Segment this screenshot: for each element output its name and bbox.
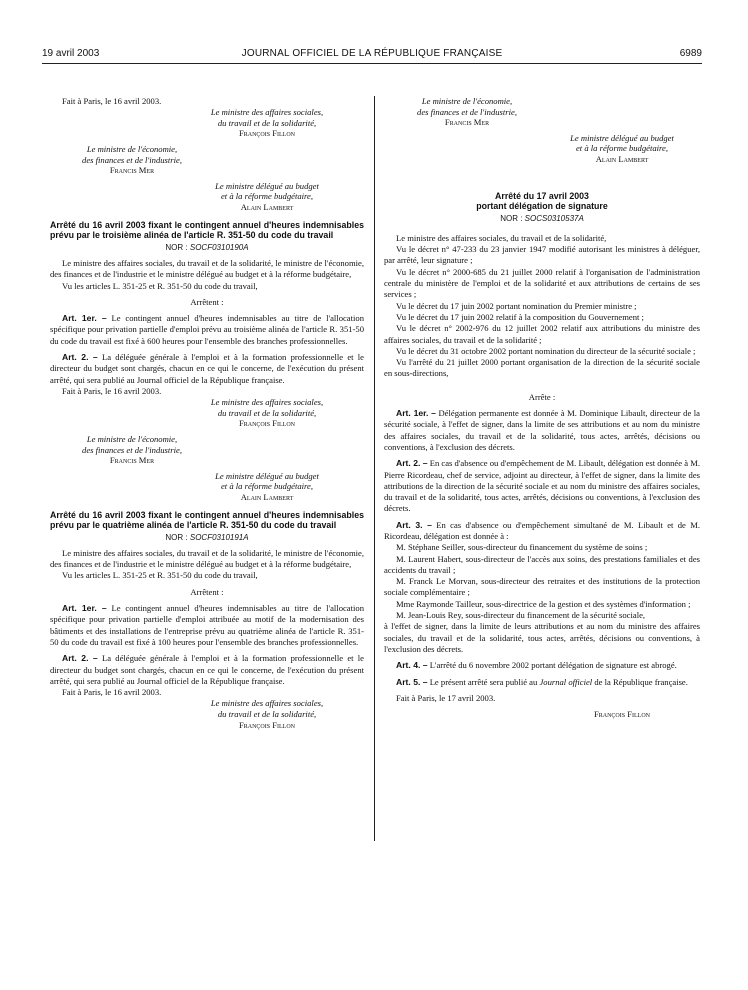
column-divider: [374, 96, 375, 841]
title-line: portant délégation de signature: [476, 201, 608, 212]
article-text: En cas d'absence ou d'empêchement simultané de M. Libault et de M. Ricordeau, délégation est donnée à :: [384, 519, 700, 541]
sig-line: Le ministre délégué au budget: [215, 470, 319, 481]
delegation-item: M. Franck Le Morvan, sous-directeur des retraites et des institutions de la protection sociale complémentaire ;: [384, 576, 700, 598]
sig-line: Le ministre délégué au budget: [215, 180, 319, 191]
title-line: Arrêté du 17 avril 2003: [495, 190, 589, 201]
sig-line: Le ministre des affaires sociales,: [210, 397, 324, 408]
fait-paris: Fait à Paris, le 16 avril 2003.: [62, 96, 162, 106]
nor-code: SOCF0310191A: [189, 532, 249, 542]
arretent: Arrêtent :: [190, 296, 224, 307]
sig-line: Le ministre de l'économie,: [421, 96, 513, 106]
arrete: Arrête :: [528, 391, 556, 402]
visa: Vu l'arrêté du 21 juillet 2000 portant organisation de la direction de la sécurité sociale en sous-directions,: [384, 357, 700, 379]
visa: Vu le décret du 17 juin 2002 portant nomination du Premier ministre ;: [396, 300, 637, 311]
fait-paris: Fait à Paris, le 16 avril 2003.: [62, 385, 162, 396]
visa: Vu le décret du 31 octobre 2002 portant nomination du directeur de la sécurité sociale ;: [396, 345, 696, 356]
article: [384, 520, 700, 543]
journal-officiel: Journal officiel: [539, 676, 593, 687]
visa: Vu le décret n° 2002-976 du 12 juillet 2002 relatif aux attributions du ministre des affaires sociales, du travail et de la solidarité ;: [384, 323, 700, 345]
article-text: La déléguée générale à l'emploi et à la formation professionnelle et le directeur du budget sont chargés, chacun en ce qui le concerne, de l'exécution du présent arrêté, qui sera publié au Journal officiel de la République française.: [50, 653, 364, 686]
sig-line: Le ministre des affaires sociales,: [210, 698, 324, 709]
article: [384, 458, 700, 514]
visa-intro: Le ministre des affaires sociales, du travail et de la solidarité,: [396, 232, 607, 243]
delegation-item: M. Stéphane Seiller, sous-directeur du financement du système de soins ;: [396, 542, 648, 553]
sig-line: et à la réforme budgétaire,: [220, 481, 314, 492]
sig-line: et à la réforme budgétaire,: [220, 191, 314, 202]
article: [384, 677, 700, 688]
visa: Vu le décret du 17 juin 2002 relatif à la composition du Gouvernement ;: [396, 311, 644, 322]
sig-line: Le ministre délégué au budget: [570, 132, 674, 143]
article-label: Art. 1er. –: [62, 603, 107, 614]
article-label: Art. 5. –: [396, 676, 428, 687]
visa: Le ministre des affaires sociales, du travail et de la solidarité, le ministre de l'économie, des finances et de l'industrie et le ministre délégué au budget et à la réforme budgétaire,: [50, 257, 364, 280]
signature-economie: [384, 96, 550, 128]
header-date: 19 avril 2003: [42, 48, 100, 59]
visa: Vu le décret n° 2000-685 du 21 juillet 2000 relatif à l'organisation de l'administration centrale du ministère de l'emploi et de la solidarité et aux attributions de certains de ses services ;: [384, 266, 700, 300]
article-label: Art. 4. –: [396, 660, 428, 671]
signature-economie: [50, 144, 214, 176]
header-rule: [42, 63, 702, 64]
arrete-title: Arrêté du 16 avril 2003 fixant le contingent annuel d'heures indemnisables prévu par le troisième alinéa de l'article R. 351-50 du code du travail: [50, 219, 364, 241]
sig-line: des finances et de l'industrie,: [417, 106, 517, 117]
article: [50, 603, 364, 648]
sig-line: et à la réforme budgétaire,: [575, 143, 669, 154]
article-text: de la République française.: [594, 676, 688, 687]
sig-name: Francis Mer: [444, 117, 490, 128]
article-label: Art. 2. –: [396, 458, 428, 469]
article-text: Le contingent annuel d'heures indemnisables au titre de l'allocation spécifique pour privation partielle d'emploi prévu au troisième alinéa de l'article R. 351-50 du code du travail est fixé à 600 heures pour l'ensemble des branches professionnelles.: [50, 313, 364, 346]
sig-line: du travail et de la solidarité,: [217, 709, 317, 719]
nor-code: SOCS0310537A: [524, 213, 584, 223]
nor-reference: [50, 242, 364, 253]
delegation-item: M. Jean-Louis Rey, sous-directeur du financement de la sécurité sociale,: [396, 610, 646, 621]
article-text: Le contingent annuel d'heures indemnisables au titre de l'allocation spécifique pour privation partielle d'emploi attribuée au motif de la modernisation des bâtiments et des installations de l'entreprise prévu au quatrième alinéa de l'article R. 351-50 du code du travail est fixé à 100 heures pour l'ensemble des branches professionnelles.: [50, 603, 364, 647]
sig-name: François Fillon: [238, 719, 296, 730]
sig-line: des finances et de l'industrie,: [82, 154, 182, 165]
signature-affaires-sociales: [170, 397, 364, 429]
visa: Vu le décret n° 47-233 du 23 janvier 1947 modifié autorisant les ministres à déléguer, par arrêté, leur signature ;: [384, 244, 700, 266]
sig-name: François Fillon: [238, 418, 296, 429]
article-label: Art. 1er. –: [396, 408, 436, 419]
article-text: En cas d'absence ou d'empêchement de M. Libault, délégation est donnée à M. Pierre Ricordeau, chef de service, adjoint au directeur, à l'effet de signer, dans la limite des attributions de la direction de la sécurité sociale et au nom du ministre des affaires sociales, du travail et de la solidarité, tous actes, arrêtés, décisions ou conventions, à l'exclusion des décrets.: [384, 458, 700, 514]
article-text: Le présent arrêté sera publié au: [429, 676, 538, 687]
article-label: Art. 3. –: [396, 519, 432, 530]
right-column: [384, 96, 700, 720]
delegation-item: M. Laurent Habert, sous-directeur de l'accès aux soins, des prestations familiales et des accidents du travail ;: [384, 553, 700, 575]
sig-name: François Fillon: [238, 128, 296, 139]
article: [50, 352, 364, 386]
delegation-item: Mme Raymonde Tailleur, sous-directrice de la gestion et des systèmes d'information ;: [396, 598, 691, 609]
sig-name: Alain Lambert: [240, 202, 294, 213]
journal-title: JOURNAL OFFICIEL DE LA RÉPUBLIQUE FRANÇAISE: [241, 48, 503, 59]
left-column: [50, 96, 364, 730]
signature-affaires-sociales: [544, 709, 700, 720]
article-text: La déléguée générale à l'emploi et à la formation professionnelle et le directeur du budget sont chargés, chacun en ce qui le concerne, de l'exécution du présent arrêté, qui sera publié au Journal officiel de la République française.: [50, 352, 364, 385]
arrete-title: [384, 191, 700, 212]
visa: Vu les articles L. 351-25 et R. 351-50 du code du travail,: [62, 280, 258, 291]
sig-line: Le ministre de l'économie,: [86, 433, 178, 444]
page-number: 6989: [679, 48, 702, 59]
page-header: [42, 48, 702, 62]
article-text: L'arrêté du 6 novembre 2002 portant délégation de signature est abrogé.: [429, 660, 677, 671]
arretent: Arrêtent :: [190, 586, 224, 597]
article: [384, 660, 700, 671]
fait-paris: Fait à Paris, le 17 avril 2003.: [396, 692, 496, 703]
nor-reference: [50, 532, 364, 543]
delegation-scope: à l'effet de signer, dans la limite de leurs attributions et au nom du ministre des affaires sociales, du travail et de la solidarité, tous actes, arrêtés, décisions ou conventions, à l'exclusion des décrets.: [384, 621, 700, 654]
signature-economie: [50, 434, 214, 466]
article-label: Art. 2. –: [62, 352, 98, 363]
arrete-title: Arrêté du 16 avril 2003 fixant le contingent annuel d'heures indemnisables prévu par le quatrième alinéa de l'article R. 351-50 du code du travail: [50, 509, 364, 531]
article: [384, 408, 700, 453]
article-label: Art. 2. –: [62, 653, 98, 664]
sig-line: Le ministre des affaires sociales,: [210, 107, 324, 118]
article-label: Art. 1er. –: [62, 313, 107, 324]
visa: Vu les articles L. 351-25 et R. 351-50 du code du travail,: [62, 570, 258, 581]
sig-name: Francis Mer: [109, 455, 155, 466]
sig-name: Francis Mer: [109, 165, 155, 176]
article-text: Délégation permanente est donnée à M. Dominique Libault, directeur de la sécurité sociale, à l'effet de signer, dans la limite de ses attributions et au nom du ministre des affaires sociales, du travail et de la solidarité, tous actes, arrêtés, décisions ou conventions, à l'exclusion des décrets.: [384, 408, 700, 452]
sig-name: Alain Lambert: [595, 153, 649, 164]
sig-line: du travail et de la solidarité,: [217, 117, 317, 128]
article: [50, 653, 364, 687]
sig-name: François Fillon: [593, 709, 651, 720]
nor-label: NOR :: [500, 213, 523, 223]
signature-budget: [170, 181, 364, 213]
nor-label: NOR :: [165, 242, 188, 252]
fait-paris: Fait à Paris, le 16 avril 2003.: [62, 687, 162, 698]
sig-line: du travail et de la solidarité,: [217, 407, 317, 418]
signature-affaires-sociales: [170, 698, 364, 730]
visa: Le ministre des affaires sociales, du travail et de la solidarité, le ministre de l'économie, des finances et de l'industrie et le ministre délégué au budget et à la réforme budgétaire,: [50, 547, 364, 570]
nor-label: NOR :: [165, 532, 188, 542]
sig-line: des finances et de l'industrie,: [82, 444, 182, 455]
signature-budget: [544, 133, 700, 165]
nor-code: SOCF0310190A: [189, 242, 249, 252]
article: [50, 313, 364, 347]
signature-budget: [170, 471, 364, 503]
nor-reference: [384, 213, 700, 224]
sig-line: Le ministre de l'économie,: [86, 144, 178, 155]
sig-name: Alain Lambert: [240, 491, 294, 502]
signature-affaires-sociales: [170, 107, 364, 139]
